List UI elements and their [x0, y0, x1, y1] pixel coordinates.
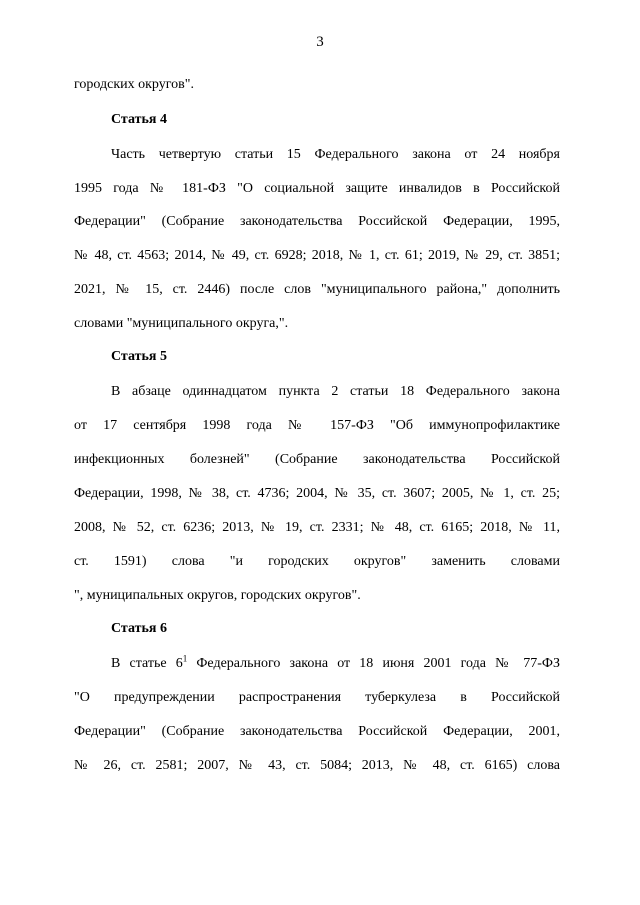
text-line: В абзаце одиннадцатом пункта 2 статьи 18 Федерального закона — [111, 384, 560, 399]
text-line: "О предупреждении распространения туберкулеза в Российской — [74, 690, 560, 705]
text-line: 1995 года № 181-ФЗ "О социальной защите инвалидов в Российской — [74, 181, 560, 196]
text-line: № 48, ст. 4563; 2014, № 49, ст. 6928; 2018, № 1, ст. 61; 2019, № 29, ст. 3851; — [74, 248, 560, 263]
text-line: словами "муниципального округа,". — [74, 316, 289, 331]
text-line: инфекционных болезней" (Собрание законодательства Российской — [74, 452, 560, 467]
text-line: Часть четвертую статьи 15 Федерального закона от 24 ноября — [111, 147, 560, 162]
text-line: ", муниципальных округов, городских округов". — [74, 588, 361, 603]
text-segment: Федерального закона от 18 июня 2001 года № 77-ФЗ — [187, 656, 560, 671]
page-number: 3 — [316, 34, 324, 50]
text-line: Федерации, 1998, № 38, ст. 4736; 2004, № 35, ст. 3607; 2005, № 1, ст. 25; — [74, 486, 560, 501]
text-line: № 26, ст. 2581; 2007, № 43, ст. 5084; 2013, № 48, ст. 6165) слова — [74, 758, 560, 773]
text-line: Федерации" (Собрание законодательства Российской Федерации, 1995, — [74, 214, 560, 229]
superscript: 1 — [182, 653, 188, 664]
text-line: Федерации" (Собрание законодательства Российской Федерации, 2001, — [74, 724, 560, 739]
article-5-heading: Статья 5 — [111, 349, 167, 364]
text-segment: В статье 6 — [111, 656, 183, 671]
text-line: городских округов". — [74, 77, 194, 92]
text-line: ст. 1591) слова "и городских округов" заменить словами — [74, 554, 560, 569]
text-line — [111, 655, 560, 673]
text-line: 2008, № 52, ст. 6236; 2013, № 19, ст. 2331; № 48, ст. 6165; 2018, № 11, — [74, 520, 560, 535]
article-6-heading: Статья 6 — [111, 621, 167, 636]
text-line: от 17 сентября 1998 года № 157-ФЗ "Об иммунопрофилактике — [74, 418, 560, 433]
text-line: 2021, № 15, ст. 2446) после слов "муниципального района," дополнить — [74, 282, 560, 297]
article-4-heading: Статья 4 — [111, 112, 167, 127]
